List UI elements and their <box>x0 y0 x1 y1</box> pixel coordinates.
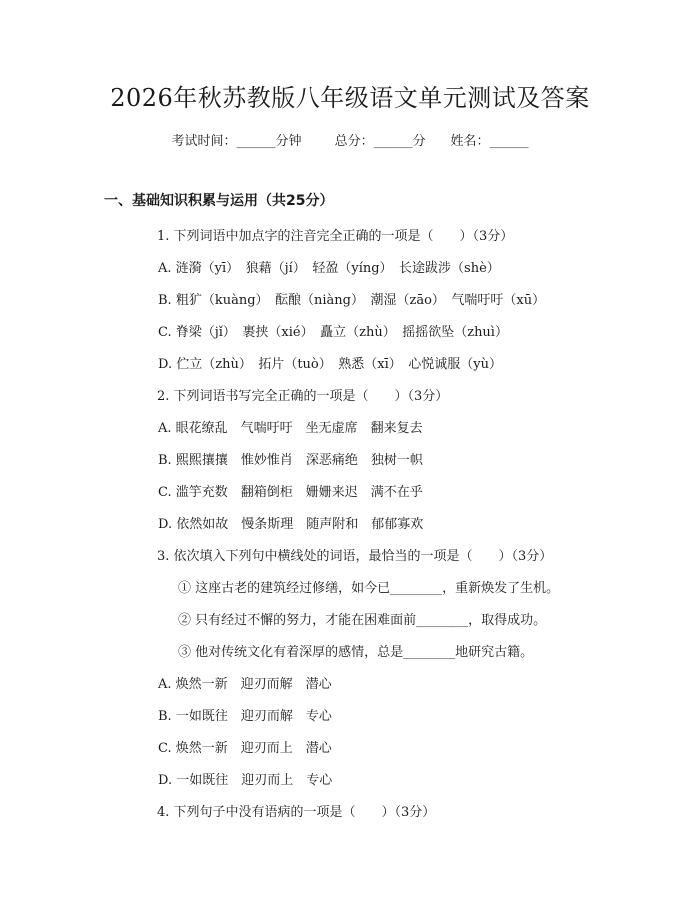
time-unit: 分钟 <box>275 134 302 149</box>
question-3-option-a: A. 焕然一新 迎刃而解 潜心 <box>158 677 332 692</box>
name-label: 姓名： <box>450 134 490 149</box>
question-2-option-c: C. 滥竽充数 翻箱倒柜 姗姗来迟 满不在乎 <box>158 485 423 500</box>
question-1-option-c: C. 脊梁（jǐ） 裹挟（xié） 矗立（zhù） 摇摇欲坠（zhuì） <box>158 325 508 340</box>
score-blank: ______ <box>373 134 413 149</box>
name-blank: ______ <box>489 134 529 149</box>
question-3-option-d: D. 一如既往 迎刃而上 专心 <box>158 773 333 788</box>
question-1-option-a: A. 涟漪（yī） 狼藉（jí） 轻盈（yíng） 长途跋涉（shè） <box>158 261 500 276</box>
question-3-sentence-2: ② 只有经过不懈的努力，才能在困难面前________，取得成功。 <box>178 613 547 628</box>
exam-info <box>0 130 700 149</box>
question-3-sentence-1: ① 这座古老的建筑经过修缮，如今已________，重新焕发了生机。 <box>178 581 560 596</box>
score-label: 总分： <box>334 134 374 149</box>
question-1-stem: 1. 下列词语中加点字的注音完全正确的一项是（ ）（3分） <box>157 229 514 244</box>
question-1-option-b: B. 粗犷（kuàng） 酝酿（niàng） 潮湿（zāo） 气喘吁吁（xū） <box>158 293 546 308</box>
question-2-option-a: A. 眼花缭乱 气喘吁吁 坐无虚席 翻来复去 <box>158 421 423 436</box>
question-4-stem: 4. 下列句子中没有语病的一项是（ ）（3分） <box>157 805 436 820</box>
question-1-option-d: D. 伫立（zhù） 拓片（tuò） 熟悉（xī） 心悦诚服（yù） <box>158 357 502 372</box>
question-2-option-b: B. 熙熙攘攘 惟妙惟肖 深恶痛绝 独树一帜 <box>158 453 423 468</box>
question-3-option-b: B. 一如既往 迎刃而解 专心 <box>158 709 332 724</box>
page-title: 2026年秋苏教版八年级语文单元测试及答案 <box>110 84 590 112</box>
time-label: 考试时间： <box>171 134 237 149</box>
question-3-stem: 3. 依次填入下列句中横线处的词语，最恰当的一项是（ ）（3分） <box>157 549 553 564</box>
time-blank: ______ <box>236 134 276 149</box>
question-3-sentence-3: ③ 他对传统文化有着深厚的感情，总是________地研究古籍。 <box>178 645 534 660</box>
score-unit: 分 <box>412 134 426 149</box>
question-3-option-c: C. 焕然一新 迎刃而上 潜心 <box>158 741 332 756</box>
question-2-option-d: D. 依然如故 慢条斯理 随声附和 郁郁寡欢 <box>158 517 424 532</box>
question-2-stem: 2. 下列词语书写完全正确的一项是（ ）（3分） <box>157 389 449 404</box>
section-heading: 一、基础知识积累与运用（共25分） <box>104 193 334 209</box>
